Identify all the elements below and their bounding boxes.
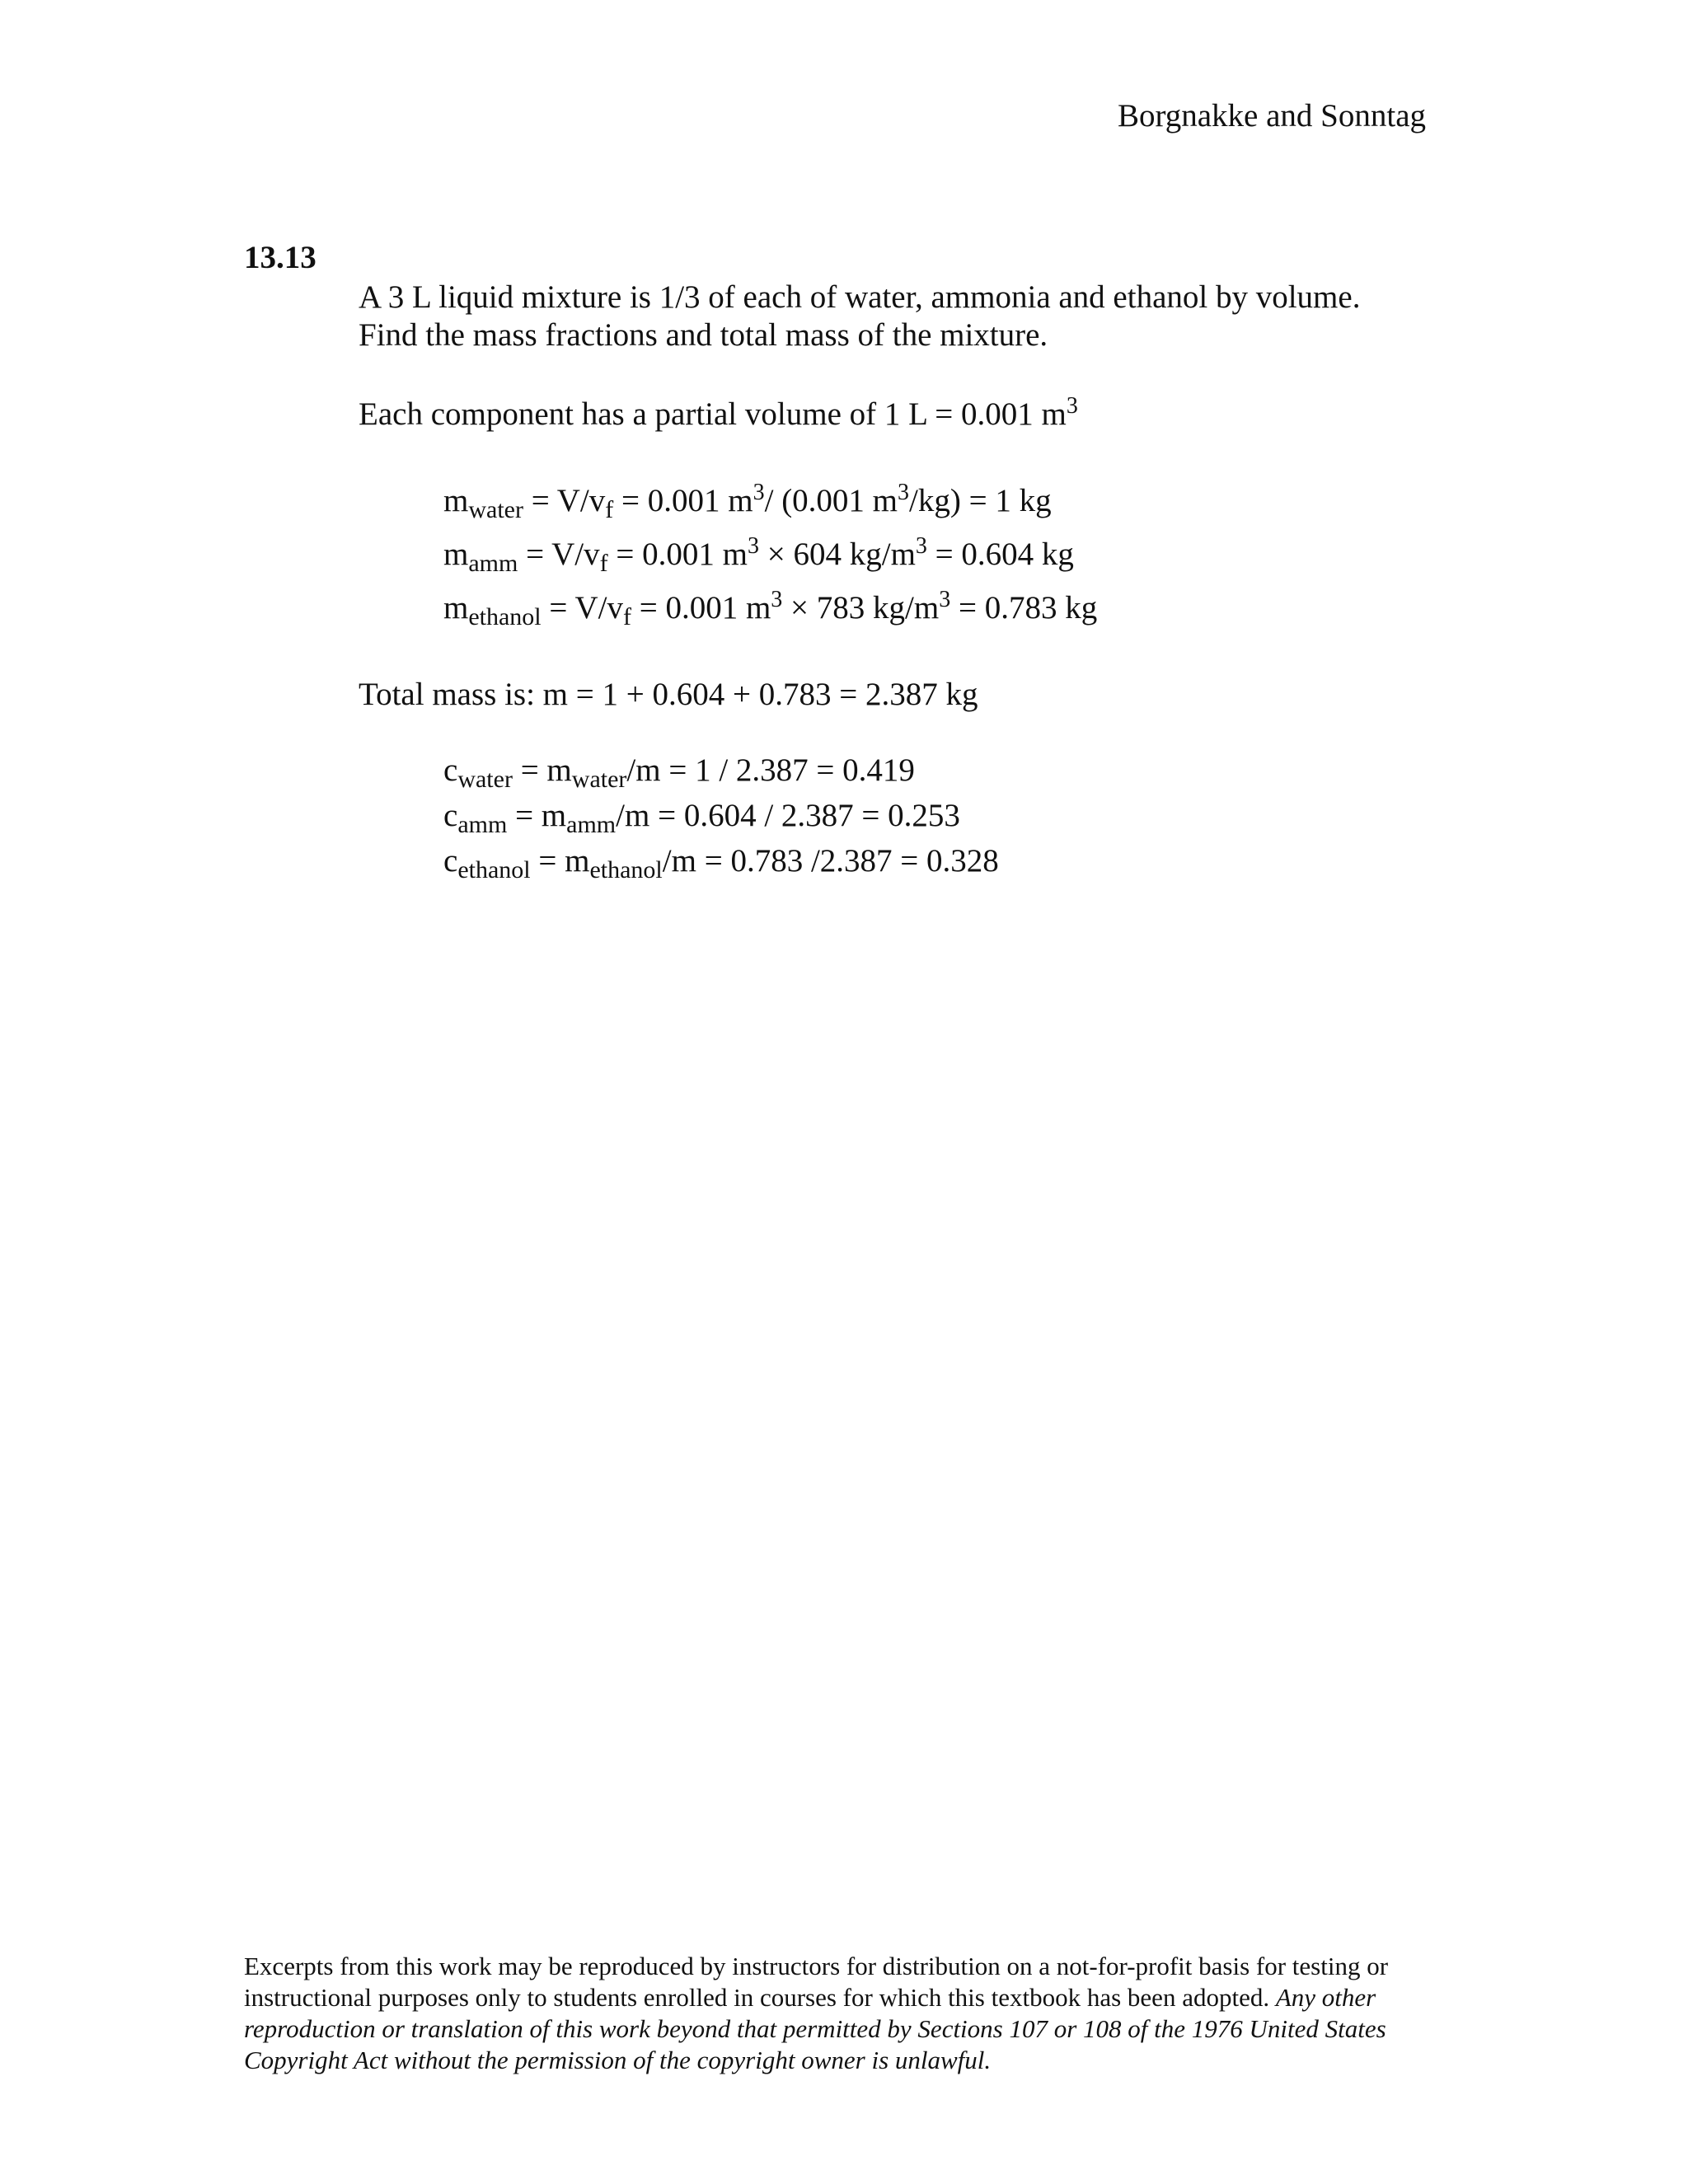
eq-part: = m — [512, 752, 572, 788]
eq-exponent: 3 — [939, 587, 951, 612]
eq-symbol: m — [443, 590, 469, 626]
fraction-equation-water — [443, 752, 915, 793]
eq-part: = 0.001 m — [607, 537, 748, 572]
eq-part: = V/v — [523, 483, 606, 518]
eq-part: = V/v — [541, 590, 623, 626]
eq-part: = 0.001 m — [631, 590, 771, 626]
problem-number: 13.13 — [244, 240, 316, 275]
mass-equation-ammonia — [443, 533, 1074, 577]
eq-exponent: 3 — [753, 480, 765, 505]
fraction-equation-ammonia — [443, 797, 960, 838]
eq-subscript: water — [468, 496, 523, 523]
eq-subscript: ethanol — [457, 856, 531, 883]
eq-part: = V/v — [518, 537, 600, 572]
eq-subscript: f — [599, 550, 608, 577]
eq-exponent: 3 — [771, 587, 783, 612]
eq-subscript: ethanol — [589, 856, 663, 883]
eq-subscript: amm — [566, 811, 617, 838]
eq-part: = 0.604 kg — [926, 537, 1074, 572]
eq-part: /m = 0.604 / 2.387 = 0.253 — [616, 798, 960, 833]
eq-subscript: f — [605, 496, 614, 523]
mass-equation-water — [443, 480, 1052, 523]
eq-part: × 783 kg/m — [782, 590, 940, 626]
eq-symbol: c — [443, 798, 458, 833]
partial-volume-exponent: 3 — [1066, 393, 1078, 419]
eq-part: /m = 1 / 2.387 = 0.419 — [626, 752, 915, 788]
eq-subscript: ethanol — [468, 603, 542, 630]
eq-part: × 604 kg/m — [758, 537, 916, 572]
eq-subscript: amm — [468, 550, 518, 577]
partial-volume-text: Each component has a partial volume of 1 L = 0.001 m — [359, 396, 1067, 432]
problem-statement — [359, 279, 1360, 354]
eq-part: = m — [507, 798, 567, 833]
eq-symbol: m — [443, 483, 469, 518]
eq-exponent: 3 — [747, 533, 759, 559]
statement-line-1: A 3 L liquid mixture is 1/3 of each of water, ammonia and ethanol by volume. — [359, 279, 1361, 315]
footer-normal-text: Excerpts from this work may be reproduced by instructors for distribution on a not-for-profit basis for testing or instructional purposes only to students enrolled in courses for which this textbook has been adopted. — [244, 1952, 1389, 2012]
running-header: Borgnakke and Sonntag — [1117, 98, 1426, 134]
eq-part: /m = 0.783 /2.387 = 0.328 — [662, 843, 999, 879]
total-mass-line: Total mass is: m = 1 + 0.604 + 0.783 = 2.387 kg — [359, 677, 978, 712]
partial-volume-line — [359, 393, 1078, 434]
statement-line-2: Find the mass fractions and total mass of the mixture. — [359, 317, 1048, 353]
eq-subscript: water — [457, 766, 513, 793]
eq-subscript: f — [622, 603, 631, 630]
copyright-footer — [244, 1951, 1414, 2076]
eq-part: /kg) = 1 kg — [909, 483, 1052, 518]
eq-exponent: 3 — [898, 480, 910, 505]
fraction-equation-ethanol — [443, 842, 999, 883]
eq-symbol: m — [443, 537, 469, 572]
mass-equation-ethanol — [443, 587, 1098, 630]
eq-symbol: c — [443, 752, 458, 788]
eq-exponent: 3 — [915, 533, 927, 559]
footer-italic-text: Any other reproduction or translation of this work beyond that permitted by Sections 107 or 108 of the 1976 United States Copyright Act without the permission of the copyright owner is unlawful. — [244, 1983, 1386, 2074]
eq-part: = 0.783 kg — [950, 590, 1098, 626]
eq-subscript: amm — [457, 811, 508, 838]
eq-part: / (0.001 m — [764, 483, 898, 518]
eq-subscript: water — [571, 766, 627, 793]
eq-part: = 0.001 m — [613, 483, 753, 518]
eq-part: = m — [530, 843, 590, 879]
eq-symbol: c — [443, 843, 458, 879]
